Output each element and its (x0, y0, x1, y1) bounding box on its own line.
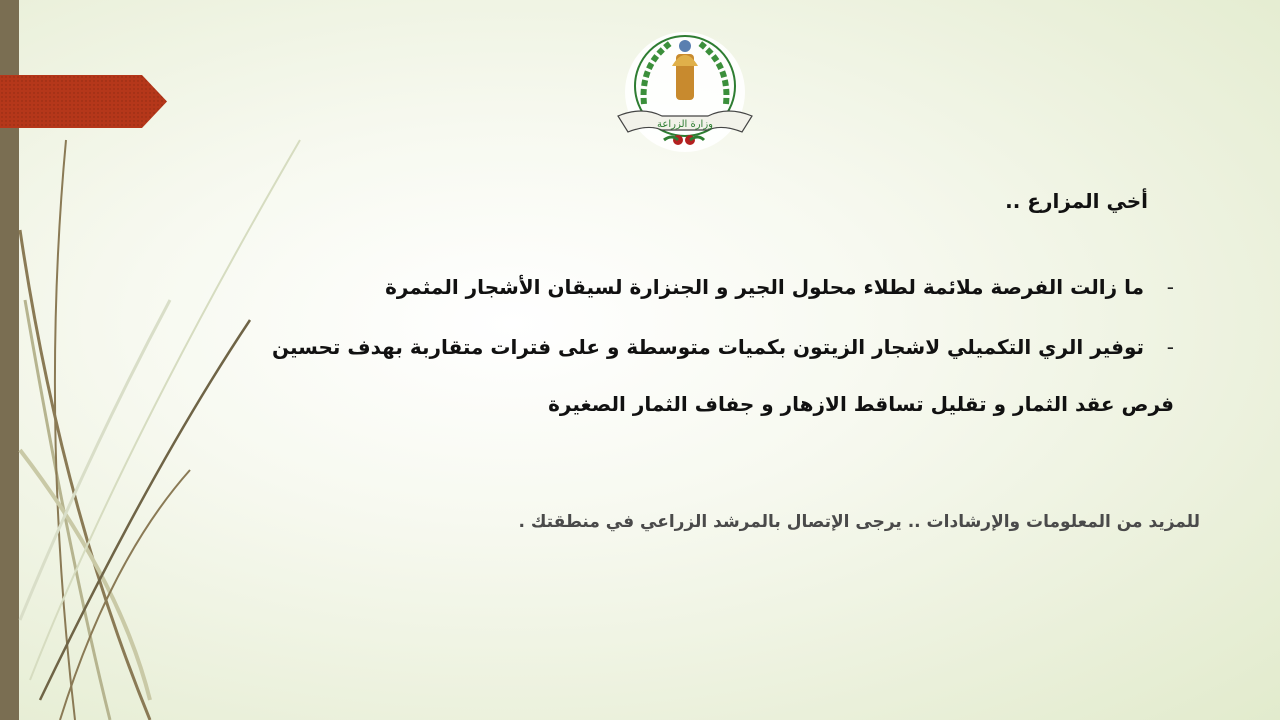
bullet-item (272, 335, 1174, 359)
bullet-marker: - (1166, 275, 1174, 299)
contact-note: للمزيد من المعلومات والإرشادات .. يرجى الإتصال بالمرشد الزراعي في منطقتك . (518, 512, 1200, 532)
greeting-heading: أخي المزارع .. (1005, 189, 1148, 213)
bullet-continuation: فرص عقد الثمار و تقليل تساقط الازهار و جفاف الثمار الصغيرة (548, 392, 1174, 416)
bullet-item (385, 275, 1174, 299)
title-ribbon (0, 75, 167, 128)
bullet-text: ما زالت الفرصة ملائمة لطلاء محلول الجير و الجنزارة لسيقان الأشجار المثمرة (385, 275, 1144, 299)
bullet-text: توفير الري التكميلي لاشجار الزيتون بكميات متوسطة و على فترات متقاربة بهدف تحسين (271, 335, 1144, 359)
ministry-logo (612, 24, 758, 154)
logo-caption: وزارة الزراعة (657, 119, 713, 130)
bullet-marker: - (1166, 335, 1174, 359)
